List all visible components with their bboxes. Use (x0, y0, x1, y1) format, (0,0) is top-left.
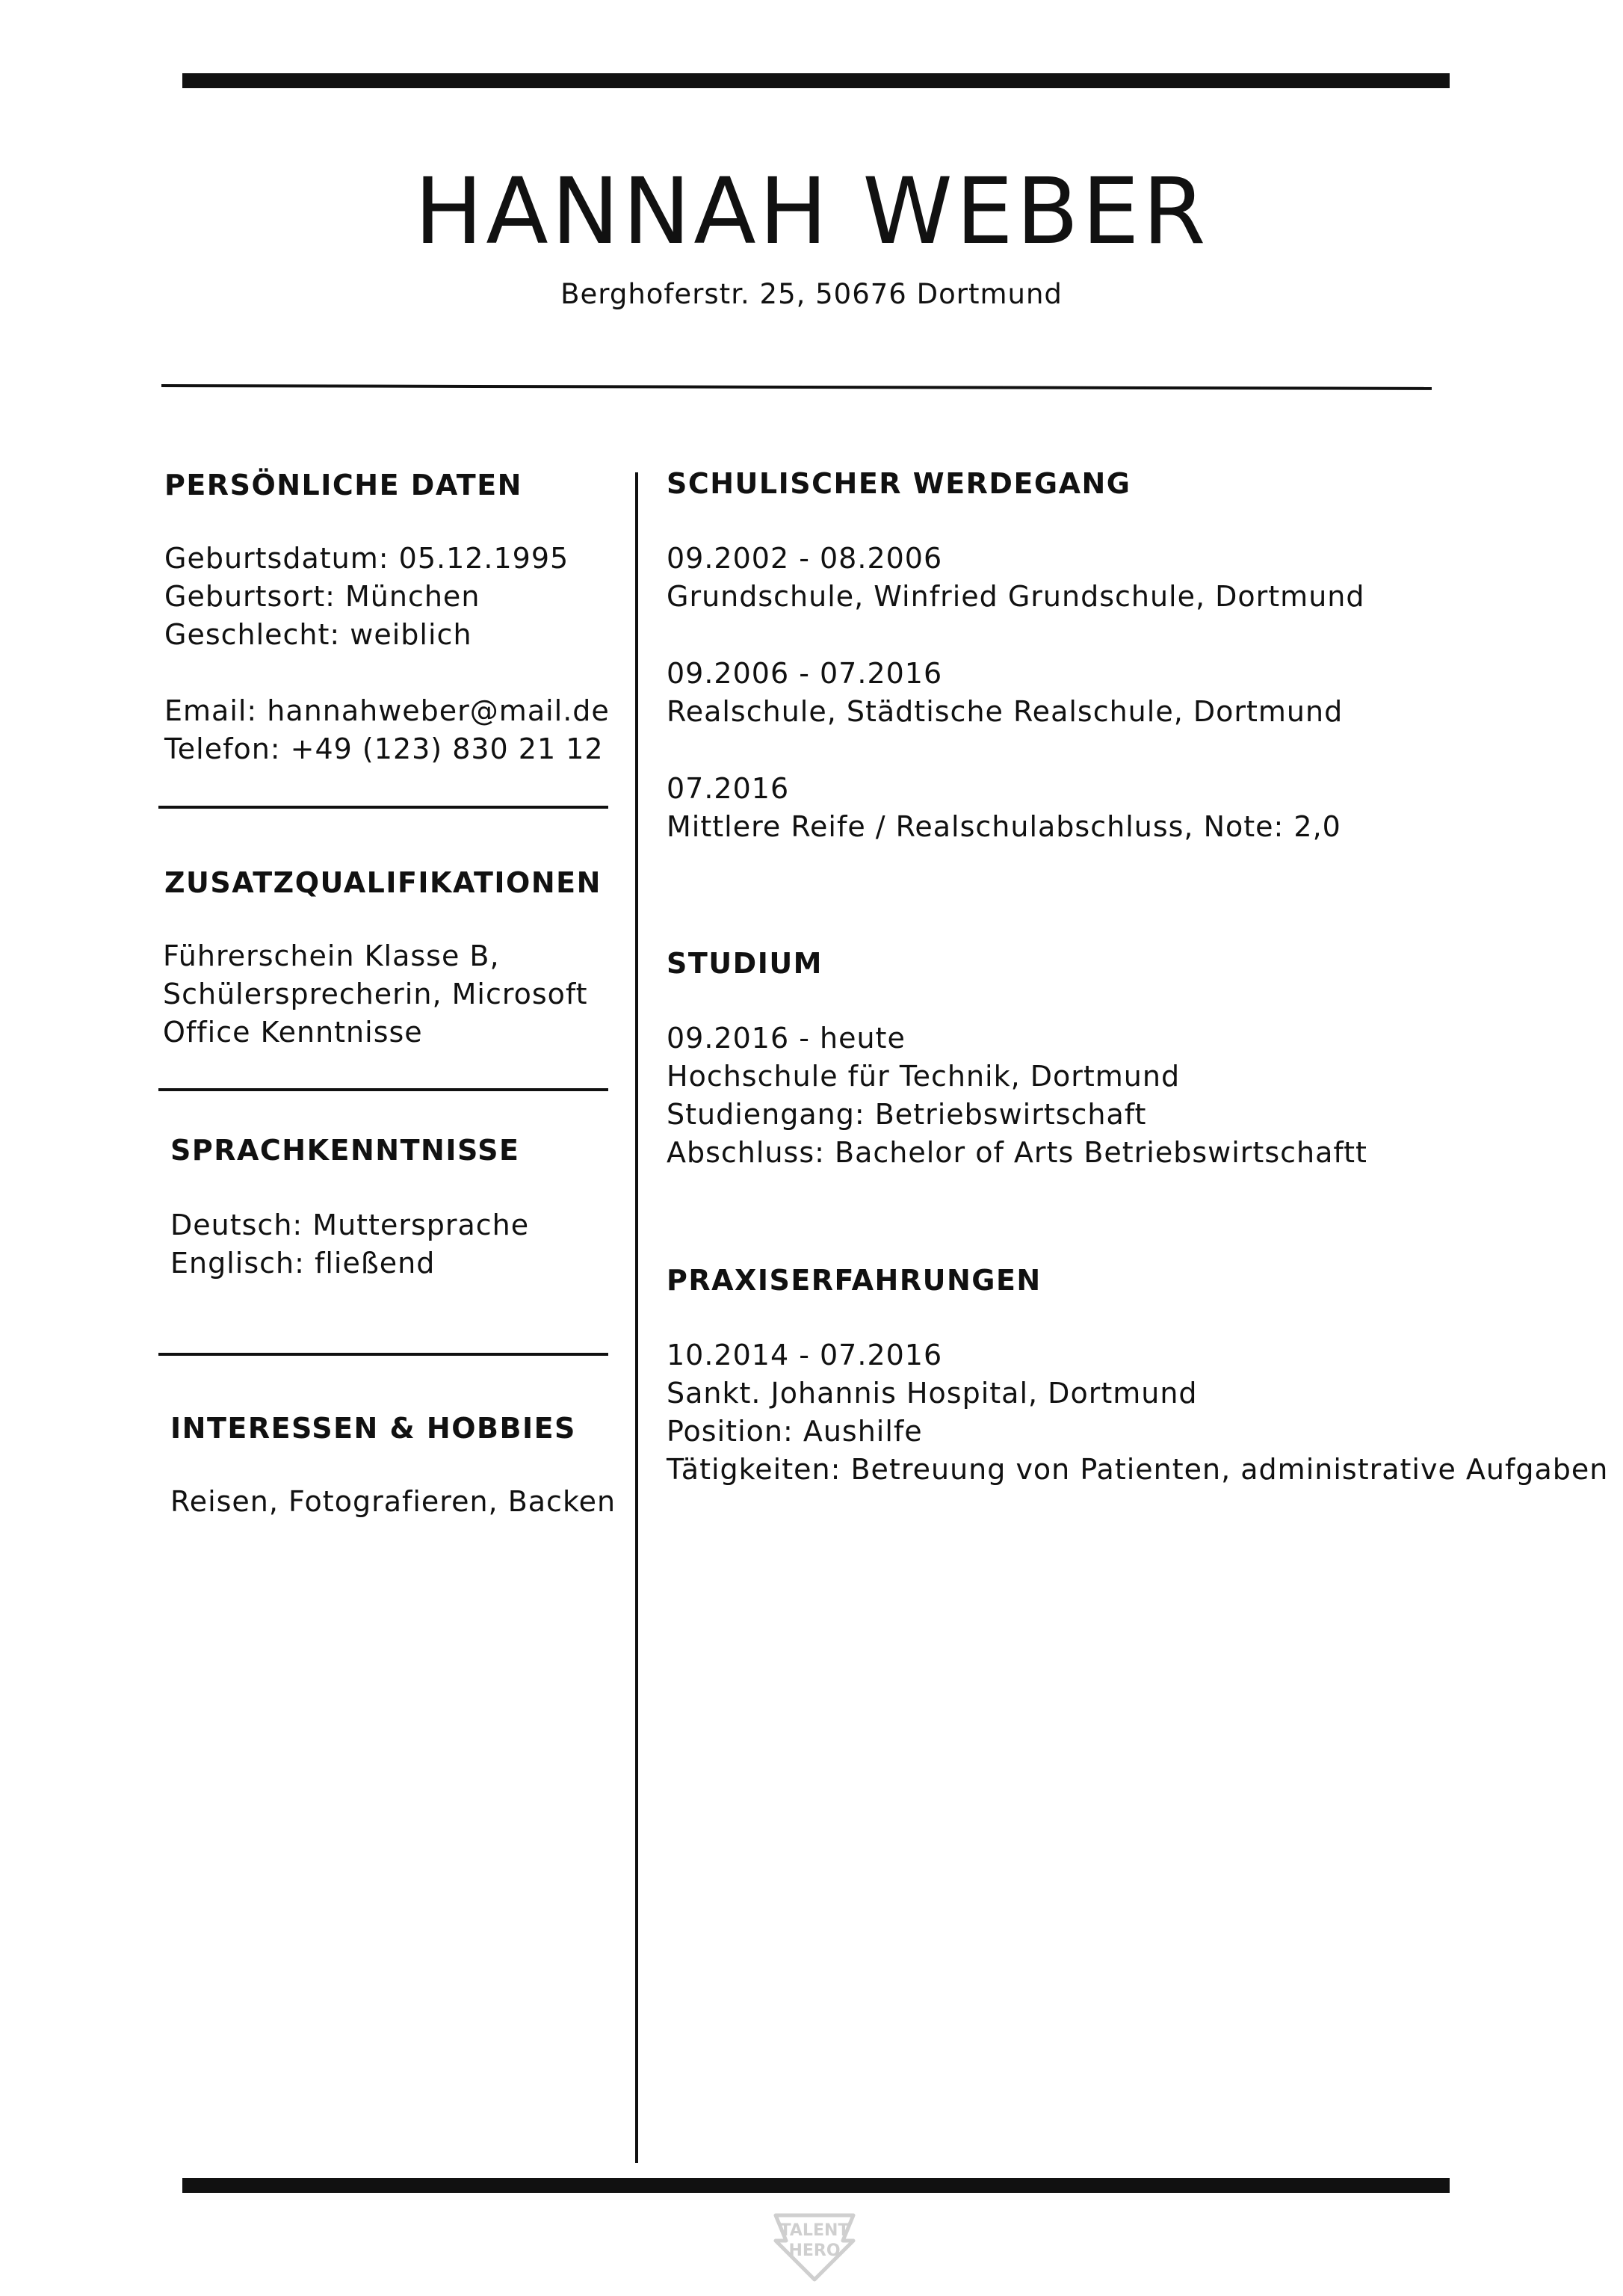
qualifications-line: Schülersprecherin, Microsoft (163, 978, 588, 1010)
email: Email: hannahweber@mail.de (164, 694, 610, 727)
practice-heading: PRAXISERFAHRUNGEN (667, 1264, 1042, 1297)
left-divider-3 (158, 1353, 608, 1356)
study-heading: STUDIUM (667, 947, 823, 980)
personal-data-block (164, 540, 569, 654)
left-divider-1 (158, 806, 608, 809)
study-date: 09.2016 - heute (667, 1022, 906, 1055)
gender: Geschlecht: weiblich (164, 618, 472, 651)
bottom-bar (182, 2178, 1450, 2193)
language-line: Deutsch: Muttersprache (170, 1209, 530, 1241)
interests-heading: INTERESSEN & HOBBIES (170, 1412, 576, 1445)
column-divider (635, 472, 638, 2163)
qualifications-line: Office Kenntnisse (163, 1016, 423, 1049)
qualifications-heading: ZUSATZQUALIFIKATIONEN (164, 866, 602, 899)
birthdate: Geburtsdatum: 05.12.1995 (164, 542, 569, 575)
left-divider-2 (158, 1088, 608, 1091)
school-entry-2 (667, 655, 1343, 731)
languages-block (170, 1206, 529, 1283)
practice-line: Tätigkeiten: Betreuung von Patienten, administrative Aufgaben (667, 1453, 1609, 1486)
school-date: 09.2002 - 08.2006 (667, 542, 943, 575)
school-entry-1 (667, 540, 1364, 616)
study-line: Abschluss: Bachelor of Arts Betriebswirtschaftt (667, 1136, 1367, 1169)
header-divider (161, 384, 1432, 390)
school-date: 07.2016 (667, 772, 790, 805)
contact-block (164, 692, 610, 768)
logo-text-top: TALENT (779, 2221, 850, 2240)
applicant-address: Berghoferstr. 25, 50676 Dortmund (560, 278, 1063, 310)
interests-text: Reisen, Fotografieren, Backen (170, 1485, 616, 1518)
top-bar (182, 73, 1450, 88)
school-entry-3 (667, 770, 1341, 846)
applicant-name: HANNAH WEBER (414, 158, 1209, 265)
study-line: Hochschule für Technik, Dortmund (667, 1060, 1181, 1093)
practice-date: 10.2014 - 07.2016 (667, 1339, 943, 1371)
phone: Telefon: +49 (123) 830 21 12 (164, 732, 604, 765)
practice-line: Position: Aushilfe (667, 1415, 923, 1448)
study-block (667, 1019, 1367, 1172)
school-desc: Grundschule, Winfried Grundschule, Dortmund (667, 580, 1365, 613)
school-date: 09.2006 - 07.2016 (667, 657, 943, 690)
qualifications-block (163, 937, 588, 1052)
school-heading: SCHULISCHER WERDEGANG (667, 467, 1131, 500)
school-desc: Mittlere Reife / Realschulabschluss, Note: 2,0 (667, 810, 1341, 843)
language-line: Englisch: fließend (170, 1247, 436, 1280)
qualifications-line: Führerschein Klasse B, (163, 939, 500, 972)
study-line: Studiengang: Betriebswirtschaft (667, 1098, 1147, 1131)
logo-text-bottom: HERO (788, 2241, 841, 2260)
practice-line: Sankt. Johannis Hospital, Dortmund (667, 1377, 1198, 1410)
languages-heading: SPRACHKENNTNISSE (170, 1134, 520, 1167)
school-desc: Realschule, Städtische Realschule, Dortmund (667, 695, 1344, 728)
talent-hero-logo (762, 2208, 867, 2283)
personal-data-heading: PERSÖNLICHE DATEN (164, 469, 522, 502)
birthplace: Geburtsort: München (164, 580, 480, 613)
practice-block (667, 1336, 1608, 1489)
